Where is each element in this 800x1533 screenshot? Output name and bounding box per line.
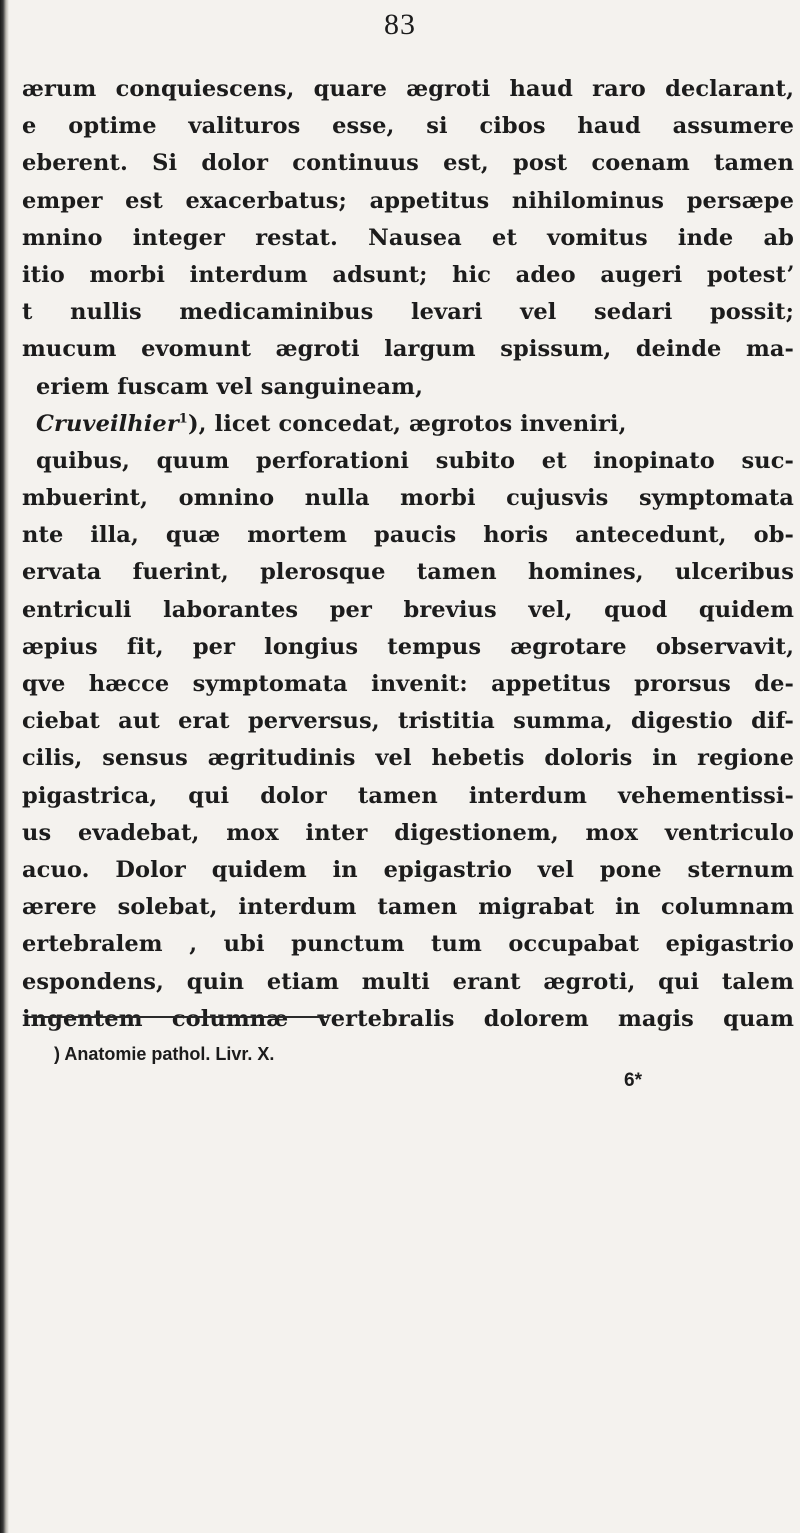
text-line: nte illa, quæ mortem paucis horis antecedunt, ob-	[22, 522, 794, 549]
text-line: entriculi laborantes per brevius vel, quod quidem	[22, 596, 794, 623]
page-binding-edge	[0, 0, 9, 1533]
text-line: ertebralem , ubi punctum tum occupabat epigastrio	[22, 931, 794, 958]
text-line: t nullis medicaminibus levari vel sedari possit;	[22, 299, 794, 326]
text-line: cilis, sensus ægritudinis vel hebetis doloris in regione	[22, 745, 794, 772]
signature-mark: 6*	[624, 1070, 642, 1091]
text-line: eriem fuscam vel sanguineam,	[36, 373, 424, 400]
cited-author: Cruveilhier	[36, 410, 179, 437]
text-line: quibus, quum perforationi subito et inopinato suc-	[36, 447, 794, 474]
text-line: acuo. Dolor quidem in epigastrio vel pone sternum	[22, 856, 794, 883]
body-text	[22, 71, 794, 1038]
cited-author-rest: ), licet concedat, ægrotos inveniri,	[187, 410, 627, 437]
text-line: ciebat aut erat perversus, tristitia summa, digestio dif-	[22, 708, 794, 735]
text-line: æpius fit, per longius tempus ægrotare observavit,	[22, 633, 794, 660]
text-line: e optime valituros esse, si cibos haud assumere	[22, 113, 794, 140]
text-line: us evadebat, mox inter digestionem, mox ventriculo	[22, 819, 794, 846]
text-line: ærum conquiescens, quare ægroti haud raro declarant,	[22, 76, 794, 102]
footnote-rule	[28, 1016, 328, 1018]
page-number: 83	[384, 8, 416, 41]
text-line: ingentem columnæ vertebralis dolorem magis quam	[22, 1005, 794, 1032]
text-line: ærere solebat, interdum tamen migrabat in columnam	[22, 894, 794, 921]
text-line	[22, 406, 794, 443]
text-line: itio morbi interdum adsunt; hic adeo augeri potestʼ	[22, 261, 794, 288]
footnote: ) Anatomie pathol. Livr. X.	[54, 1044, 275, 1064]
text-line: mnino integer restat. Nausea et vomitus inde ab	[22, 224, 794, 251]
text-line: mbuerint, omnino nulla morbi cujusvis symptomata	[22, 485, 794, 512]
text-line: mucum evomunt ægroti largum spissum, deinde ma-	[22, 336, 794, 363]
text-line: eberent. Si dolor continuus est, post coenam tamen	[22, 150, 794, 177]
text-line: ervata fuerint, plerosque tamen homines, ulceribus	[22, 559, 794, 586]
text-line: espondens, quin etiam multi erant ægroti, qui talem	[22, 968, 794, 995]
footnote-marker: 1	[178, 411, 188, 427]
text-line: pigastrica, qui dolor tamen interdum vehementissi-	[22, 782, 794, 809]
text-line: qve hæcce symptomata invenit: appetitus prorsus de-	[22, 671, 794, 697]
text-line: emper est exacerbatus; appetitus nihilominus persæpe	[22, 187, 794, 214]
